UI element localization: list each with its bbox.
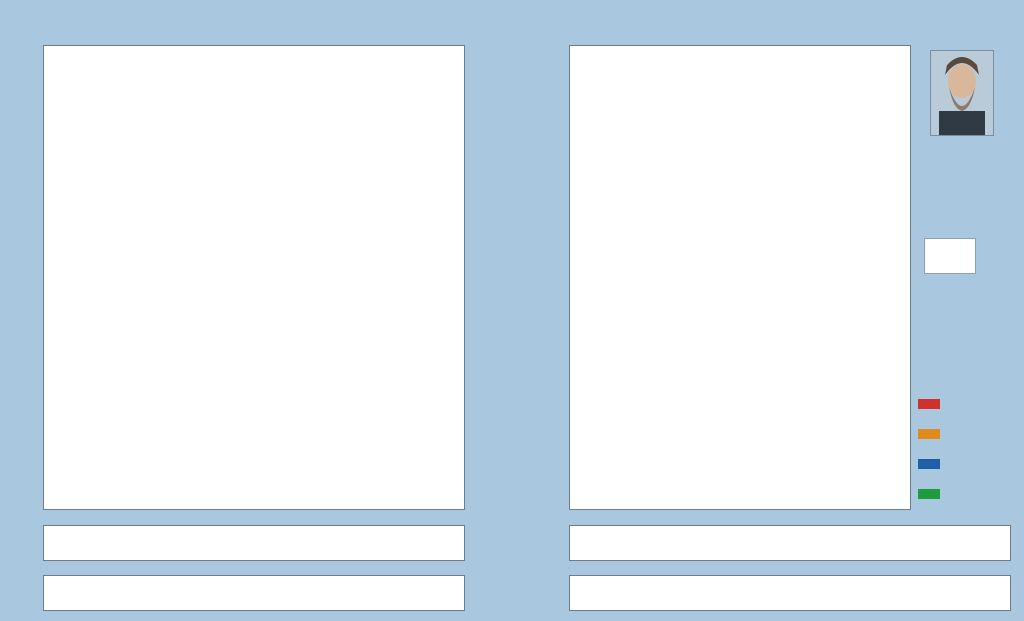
legend-f [918, 489, 946, 499]
right-table-panel [569, 45, 911, 510]
actinides-right-row [569, 575, 1011, 611]
lanthanides-label-right [582, 512, 588, 524]
left-table-panel [43, 45, 465, 510]
legend-p [918, 429, 946, 439]
p-swatch [918, 429, 940, 439]
legend [918, 395, 1018, 505]
legend-d [918, 459, 946, 469]
s-swatch [918, 399, 940, 409]
actinides-label-left [66, 562, 72, 574]
actinides-left-row [43, 575, 465, 611]
legend-key [918, 208, 1018, 358]
lanthanides-right-row [569, 525, 1011, 561]
mendeleev-portrait [930, 50, 994, 136]
d-swatch [918, 459, 940, 469]
key-cell [924, 238, 976, 274]
actinides-label-right [582, 562, 588, 574]
lanthanides-left-row [43, 525, 465, 561]
f-swatch [918, 489, 940, 499]
lanthanides-label-left [54, 512, 60, 524]
legend-s [918, 399, 946, 409]
